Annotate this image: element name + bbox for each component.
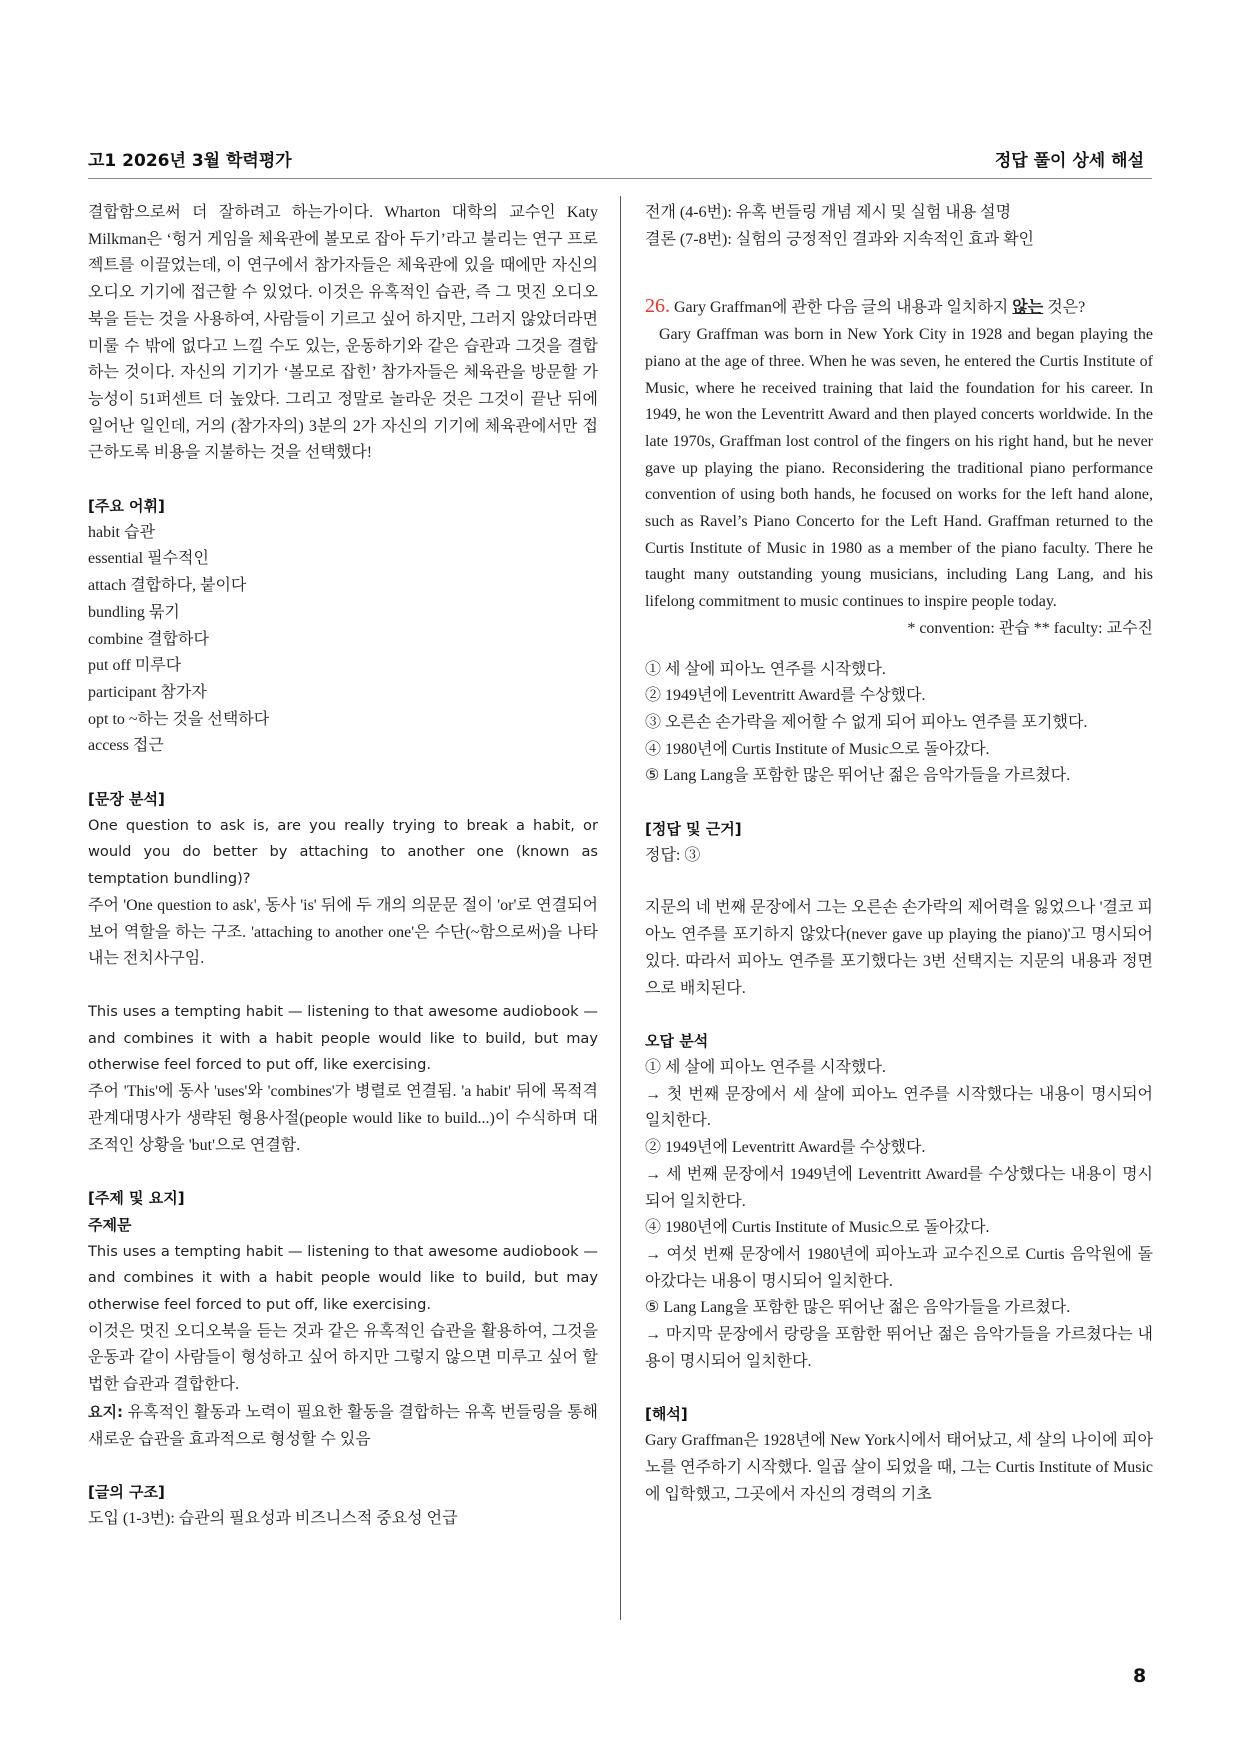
page-header (88, 146, 1152, 179)
analysis-english-2: This uses a tempting habit — listening to that awesome audiobook — and combines it with a habit people would like to build, but may otherwise feel forced to put off, like exercising. (88, 1002, 598, 1074)
wrong-option: ① 세 살에 피아노 연주를 시작했다. (645, 1058, 886, 1076)
translation-text: Gary Graffman은 1928년에 New York시에서 태어났고, 세 살의 나이에 피아노를 연주하기 시작했다. 일곱 살이 되었을 때, 그는 Curtis Institute of Music에 입학했고, 그곳에서 자신의 경력의 기초 (645, 1432, 1153, 1503)
passage-footnote: * convention: 관습 ** faculty: 교수진 (907, 619, 1153, 637)
gist-label: 요지: (88, 1402, 123, 1421)
vocab-item: put off 미루다 (88, 657, 182, 675)
exam-title: 고1 2026년 3월 학력평가 (88, 151, 292, 171)
right-column (645, 200, 1153, 1508)
question-passage: Gary Graffman was born in New York City in 1928 and began playing the piano at the age of three. When he was seven, he entered the Curtis Institute of Music, where he received training that laid the foundation for his career. In 1949, he won the Leventritt Award and then played concerts worldwide. In the late 1970s, Graffman lost control of the fingers on his right hand, but he never gave up playing the piano. Reconsidering the traditional piano performance convention of using both hands, he focused on works for the left hand alone, such as Ravel’s Piano Concerto for the Left Hand. Graffman returned to the Curtis Institute of Music in 1980 as a member of the piano faculty. There he taught many outstanding young musicians, including Lang Lang, and his lifelong commitment to music continues to inspire people today. (645, 326, 1153, 611)
vocab-title: [주요 어휘] (88, 497, 165, 516)
vocab-item: combine 결합하다 (88, 630, 209, 648)
structure-item: 결론 (7-8번): 실험의 긍정적인 결과와 지속적인 효과 확인 (645, 230, 1035, 248)
vocab-item: attach 결합하다, 붙이다 (88, 577, 247, 595)
option-2: ② 1949년에 Leventritt Award를 수상했다. (645, 687, 926, 705)
wrong-analysis-title: 오답 분석 (645, 1032, 709, 1051)
wrong-reason: → 마지막 문장에서 랑랑을 포함한 뛰어난 젊은 음악가들을 가르쳤다는 내용이 명시되어 일치한다. (645, 1326, 1153, 1370)
theme-subtitle: 주제문 (88, 1215, 132, 1234)
gist-text: 유혹적인 활동과 노력이 필요한 활동을 결합하는 유혹 번들링을 통해 새로운 습관을 효과적으로 형성할 수 있음 (88, 1403, 598, 1448)
prompt-text-end: 것은? (1043, 299, 1086, 317)
column-divider (620, 196, 621, 1620)
gist (88, 1399, 598, 1453)
structure-item: 전개 (4-6번): 유혹 번들링 개념 제시 및 실험 내용 설명 (645, 204, 1012, 221)
wrong-option: ② 1949년에 Leventritt Award를 수상했다. (645, 1139, 926, 1157)
answer-title: [정답 및 근거] (645, 820, 742, 839)
vocab-item: participant 참가자 (88, 683, 207, 701)
answer-line: 정답: ③ (645, 846, 701, 864)
question-number: 26. (645, 295, 670, 318)
left-column (88, 200, 598, 1533)
wrong-reason: → 세 번째 문장에서 1949년에 Leventritt Award를 수상했다는 내용이 명시되어 일치한다. (645, 1165, 1153, 1210)
wrong-reason: → 여섯 번째 문장에서 1980년에 피아노과 교수진으로 Curtis 음악원에 돌아갔다는 내용이 명시되어 일치한다. (645, 1245, 1153, 1290)
prompt-emphasis: 않는 (1012, 299, 1044, 317)
intro-paragraph: 결합함으로써 더 잘하려고 하는가이다. Wharton 대학의 교수인 Katy Milkman은 ‘헝거 게임을 체육관에 볼모로 잡아 두기’라고 불리는 연구 프로젝트를 이끌었는데, 이 연구에서 참가자들은 체육관에 있을 때에만 자신의 오디오 기기에 접근할 수 있었다. 이것은 유혹적인 습관, 즉 그 멋진 오디오북을 듣는 것을 사용하여, 사람들이 기르고 싶어 하지만, 그러지 않았더라면 미룰 수 밖에 없다고 느낄 수도 있는, 운동하기와 같은 습관과 그것을 결합하는 것이다. 자신의 기기가 ‘볼모로 잡힌’ 참가자들은 체육관을 방문할 가능성이 51퍼센트 더 높았다. 그리고 정말로 놀라운 것은 그것이 끝난 뒤에 일어난 일인데, 거의 (참가자의) 3분의 2가 자신의 기기에 체육관에서만 접근하도록 비용을 지불하는 것을 선택했다! (88, 204, 598, 462)
option-4: ④ 1980년에 Curtis Institute of Music으로 돌아갔다. (645, 740, 990, 758)
page-number: 8 (1133, 1665, 1147, 1687)
theme-title: [주제 및 요지] (88, 1189, 185, 1208)
section-title: 정답 풀이 상세 해설 (994, 151, 1144, 171)
vocab-list (88, 520, 598, 760)
theme-english: This uses a tempting habit — listening to that awesome audiobook — and combines it with a habit people would like to build, but may otherwise feel forced to put off, like exercising. (88, 1242, 598, 1314)
vocab-item: bundling 묶기 (88, 603, 180, 621)
wrong-option: ⑤ Lang Lang을 포함한 많은 뛰어난 젊은 음악가들을 가르쳤다. (645, 1299, 1071, 1317)
wrong-reason: → 첫 번째 문장에서 세 살에 피아노 연주를 시작했다는 내용이 명시되어 일치한다. (645, 1085, 1153, 1130)
analysis-korean-2: 주어 'This'에 동사 'uses'와 'combines'가 병렬로 연결됨. 'a habit' 뒤에 목적격 관계대명사가 생략된 형용사절(people would like to build...)이 수식하며 대조적인 상황을 'but'으로 연결함. (88, 1083, 598, 1154)
translation-title: [해석] (645, 1405, 688, 1424)
vocab-item: essential 필수적인 (88, 550, 209, 568)
option-1: ① 세 살에 피아노 연주를 시작했다. (645, 660, 886, 678)
option-5: ⑤ Lang Lang을 포함한 많은 뛰어난 젊은 음악가들을 가르쳤다. (645, 767, 1071, 785)
answer-explanation: 지문의 네 번째 문장에서 그는 오른손 손가락의 제어력을 잃었으나 '결코 피아노 연주를 포기하지 않았다(never gave up playing the piano)'고 명시되어 있다. 따라서 피아노 연주를 포기했다는 3번 선택지는 지문의 내용과 정면으로 배치된다. (645, 899, 1153, 997)
vocab-item: habit 습관 (88, 523, 155, 541)
vocab-item: access 접근 (88, 737, 164, 755)
analysis-english-1: One question to ask is, are you really trying to break a habit, or would you do better by attaching to another one (known as temptation bundling)? (88, 816, 598, 888)
structure-item: 도입 (1-3번): 습관의 필요성과 비즈니스적 중요성 언급 (88, 1509, 458, 1527)
question-prompt (645, 293, 1153, 322)
wrong-option: ④ 1980년에 Curtis Institute of Music으로 돌아갔다. (645, 1219, 990, 1237)
option-3: ③ 오른손 손가락을 제어할 수 없게 되어 피아노 연주를 포기했다. (645, 713, 1088, 731)
analysis-korean-1: 주어 'One question to ask', 동사 'is' 뒤에 두 개의 의문문 절이 'or'로 연결되어 보어 역할을 하는 구조. 'attaching to another one'은 수단(~함으로써)을 나타내는 전치사구임. (88, 896, 598, 968)
prompt-text: Gary Graffman에 관한 다음 글의 내용과 일치하지 (670, 299, 1013, 317)
structure-title: [글의 구조] (88, 1483, 165, 1502)
theme-korean: 이것은 멋진 오디오북을 듣는 것과 같은 유혹적인 습관을 활용하여, 그것을 운동과 같이 사람들이 형성하고 싶어 하지만 그렇지 않으면 미루고 싶어 할 법한 습관과 결합한다. (88, 1322, 598, 1394)
sentence-analysis-title: [문장 분석] (88, 790, 165, 809)
answer-options (645, 657, 1153, 791)
vocab-item: opt to ~하는 것을 선택하다 (88, 710, 270, 728)
